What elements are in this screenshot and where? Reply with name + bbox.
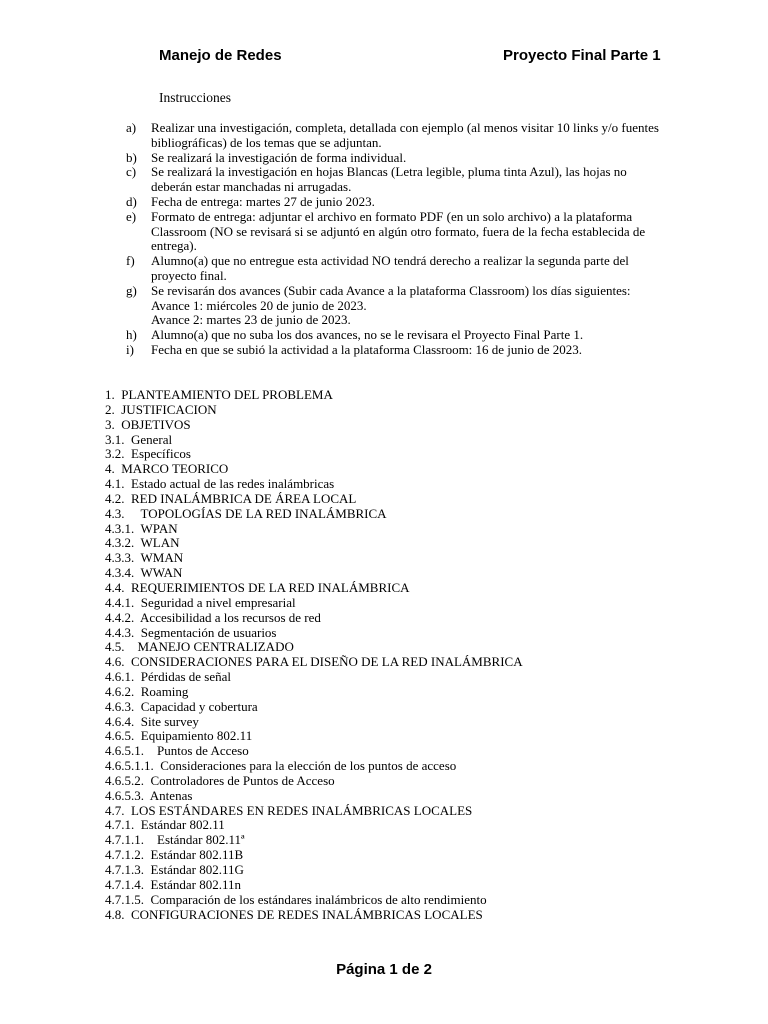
outline-number: 4.6.5.3. [105, 787, 144, 803]
outline-label: LOS ESTÁNDARES EN REDES INALÁMBRICAS LOCALES [131, 802, 473, 818]
outline-item [105, 878, 705, 893]
outline-number: 4.6.5. [105, 728, 135, 744]
topics-outline [105, 388, 705, 922]
outline-item [105, 433, 705, 448]
outline-number: 4.1. [105, 476, 125, 492]
outline-item [105, 551, 705, 566]
instruction-body [151, 121, 666, 151]
instruction-marker: b) [126, 149, 137, 165]
instruction-body [151, 151, 666, 166]
outline-number: 3.1. [105, 431, 125, 447]
instruction-marker: i) [126, 341, 134, 357]
outline-label: Antenas [149, 787, 193, 803]
outline-label: WWAN [140, 565, 183, 581]
outline-item [105, 789, 705, 804]
outline-item [105, 462, 705, 477]
outline-item [105, 418, 705, 433]
instruction-item [126, 165, 666, 195]
instruction-marker: e) [126, 208, 137, 224]
instruction-marker: c) [126, 164, 137, 180]
outline-item [105, 522, 705, 537]
header-course-title: Manejo de Redes [159, 47, 282, 64]
instruction-text: Formato de entrega: adjuntar el archivo en formato PDF (en un solo archivo) a la plataforma Classroom (NO se revisará si se adjuntó en algún otro formato, fuera de la fecha establecida de entrega). [151, 208, 646, 254]
instruction-text: Se revisarán dos avances (Subir cada Avance a la plataforma Classroom) los días siguientes: [151, 282, 631, 298]
outline-item [105, 581, 705, 596]
header-project-title: Proyecto Final Parte 1 [503, 47, 661, 64]
instruction-text: Alumno(a) que no entregue esta actividad NO tendrá derecho a realizar la segunda parte del proyecto final. [151, 253, 629, 283]
instruction-item [126, 328, 666, 343]
outline-label: Estándar 802.11ª [150, 832, 245, 848]
outline-number: 4.7.1.2. [105, 847, 144, 863]
outline-number: 4.4. [105, 579, 125, 595]
outline-label: TOPOLOGÍAS DE LA RED INALÁMBRICA [131, 505, 387, 521]
outline-number: 4.7.1.1. [105, 832, 144, 848]
outline-item [105, 507, 705, 522]
outline-label: REQUERIMIENTOS DE LA RED INALÁMBRICA [131, 579, 410, 595]
outline-number: 4.6.4. [105, 713, 135, 729]
outline-number: 4.6.5.1. [105, 743, 144, 759]
outline-number: 4.5. [105, 639, 125, 655]
outline-item [105, 804, 705, 819]
outline-item [105, 729, 705, 744]
instruction-body [151, 343, 666, 358]
instruction-item [126, 121, 666, 151]
outline-number: 4. [105, 461, 115, 477]
outline-number: 3.2. [105, 446, 125, 462]
outline-number: 4.3.4. [105, 565, 135, 581]
outline-label: OBJETIVOS [121, 416, 191, 432]
instructions-title: Instrucciones [159, 90, 231, 105]
instruction-text: Se realizará la investigación de forma individual. [151, 149, 407, 165]
instruction-item [126, 195, 666, 210]
instruction-item [126, 284, 666, 328]
outline-item [105, 536, 705, 551]
outline-label: WPAN [140, 520, 178, 536]
outline-label: Puntos de Acceso [150, 743, 249, 759]
outline-item [105, 848, 705, 863]
outline-label: Comparación de los estándares inalámbricos de alto rendimiento [150, 891, 487, 907]
outline-item [105, 596, 705, 611]
outline-number: 4.4.2. [105, 609, 135, 625]
outline-item [105, 715, 705, 730]
outline-item [105, 655, 705, 670]
outline-number: 3. [105, 416, 115, 432]
instruction-text: Fecha de entrega: martes 27 de junio 2023. [151, 193, 375, 209]
outline-label: Consideraciones para la elección de los puntos de acceso [160, 758, 457, 774]
instruction-text: Se realizará la investigación en hojas Blancas (Letra legible, pluma tinta Azul), las hojas no deberán estar manchadas ni arrugadas. [151, 164, 627, 195]
outline-number: 4.6.2. [105, 683, 135, 699]
outline-number: 4.6.5.1.1. [105, 758, 154, 774]
outline-item [105, 403, 705, 418]
outline-label: Accesibilidad a los recursos de red [140, 609, 321, 625]
outline-item [105, 492, 705, 507]
outline-label: Seguridad a nivel empresarial [140, 594, 296, 610]
instruction-body [151, 284, 666, 328]
outline-item [105, 626, 705, 641]
instruction-marker: a) [126, 120, 137, 135]
outline-number: 1. [105, 387, 115, 402]
outline-number: 4.8. [105, 906, 125, 922]
outline-label: General [131, 431, 173, 447]
instruction-text: Alumno(a) que no suba los dos avances, no se le revisara el Proyecto Final Parte 1. [151, 327, 584, 343]
outline-number: 4.3.1. [105, 520, 135, 536]
outline-number: 4.3. [105, 505, 125, 521]
outline-item [105, 759, 705, 774]
outline-item [105, 640, 705, 655]
instruction-body [151, 328, 666, 343]
instructions-list [126, 121, 666, 358]
outline-label: RED INALÁMBRICA DE ÁREA LOCAL [131, 490, 357, 506]
outline-number: 4.6. [105, 654, 125, 670]
outline-item [105, 611, 705, 626]
outline-item [105, 685, 705, 700]
outline-item [105, 833, 705, 848]
outline-number: 4.3.2. [105, 535, 135, 551]
outline-label: CONSIDERACIONES PARA EL DISEÑO DE LA RED INALÁMBRICA [131, 654, 523, 670]
outline-number: 4.6.1. [105, 669, 135, 685]
outline-label: Equipamiento 802.11 [140, 728, 253, 744]
outline-label: JUSTIFICACION [121, 401, 217, 417]
outline-label: Estándar 802.11n [150, 876, 241, 892]
outline-item [105, 893, 705, 908]
instruction-text: Fecha en que se subió la actividad a la plataforma Classroom: 16 de junio de 2023. [151, 341, 583, 357]
outline-number: 4.4.3. [105, 624, 135, 640]
outline-label: WMAN [140, 550, 184, 566]
outline-number: 4.2. [105, 490, 125, 506]
outline-label: WLAN [140, 535, 180, 551]
instruction-item [126, 151, 666, 166]
instruction-text: Realizar una investigación, completa, detallada con ejemplo (al menos visitar 10 links y/o fuentes bibliográficas) de los temas que se adjuntan. [151, 120, 659, 150]
outline-item [105, 477, 705, 492]
outline-label: Estándar 802.11B [150, 847, 244, 863]
outline-item [105, 774, 705, 789]
outline-number: 4.7.1. [105, 817, 135, 833]
instruction-marker: f) [126, 253, 135, 269]
outline-item [105, 388, 705, 403]
instruction-subitem: Avance 1: miércoles 20 de junio de 2023. [151, 297, 367, 313]
outline-label: Pérdidas de señal [140, 669, 232, 685]
outline-number: 4.6.5.2. [105, 772, 144, 788]
instruction-marker: h) [126, 327, 137, 343]
outline-number: 2. [105, 401, 115, 417]
outline-item [105, 700, 705, 715]
outline-number: 4.7. [105, 802, 125, 818]
instruction-body [151, 165, 666, 195]
instruction-item [126, 210, 666, 254]
outline-item [105, 818, 705, 833]
outline-label: Segmentación de usuarios [140, 624, 277, 640]
outline-number: 4.6.3. [105, 698, 135, 714]
outline-number: 4.7.1.3. [105, 862, 144, 877]
outline-label: MARCO TEORICO [121, 461, 229, 477]
outline-label: Roaming [140, 683, 189, 699]
outline-item [105, 447, 705, 462]
outline-item [105, 670, 705, 685]
outline-number: 4.4.1. [105, 594, 135, 610]
instruction-body [151, 195, 666, 210]
outline-label: PLANTEAMIENTO DEL PROBLEMA [121, 387, 333, 402]
outline-label: Estándar 802.11 [140, 817, 225, 833]
outline-label: Site survey [140, 713, 199, 729]
outline-item [105, 863, 705, 878]
instruction-body [151, 210, 666, 254]
instruction-item [126, 343, 666, 358]
instruction-item [126, 254, 666, 284]
outline-number: 4.7.1.4. [105, 876, 144, 892]
outline-label: Controladores de Puntos de Acceso [150, 772, 335, 788]
instruction-subitem: Avance 2: martes 23 de junio de 2023. [151, 312, 351, 328]
outline-label: MANEJO CENTRALIZADO [131, 639, 294, 655]
instruction-marker: g) [126, 282, 137, 298]
outline-label: Estándar 802.11G [150, 862, 244, 877]
outline-number: 4.3.3. [105, 550, 135, 566]
page-number: Página 1 de 2 [336, 961, 432, 978]
instruction-marker: d) [126, 193, 137, 209]
outline-item [105, 908, 705, 923]
outline-number: 4.7.1.5. [105, 891, 144, 907]
outline-label: Capacidad y cobertura [140, 698, 258, 714]
outline-label: Estado actual de las redes inalámbricas [131, 476, 335, 492]
outline-item [105, 744, 705, 759]
outline-label: Específicos [131, 446, 191, 462]
instruction-body [151, 254, 666, 284]
outline-label: CONFIGURACIONES DE REDES INALÁMBRICAS LOCALES [131, 906, 483, 922]
outline-item [105, 566, 705, 581]
